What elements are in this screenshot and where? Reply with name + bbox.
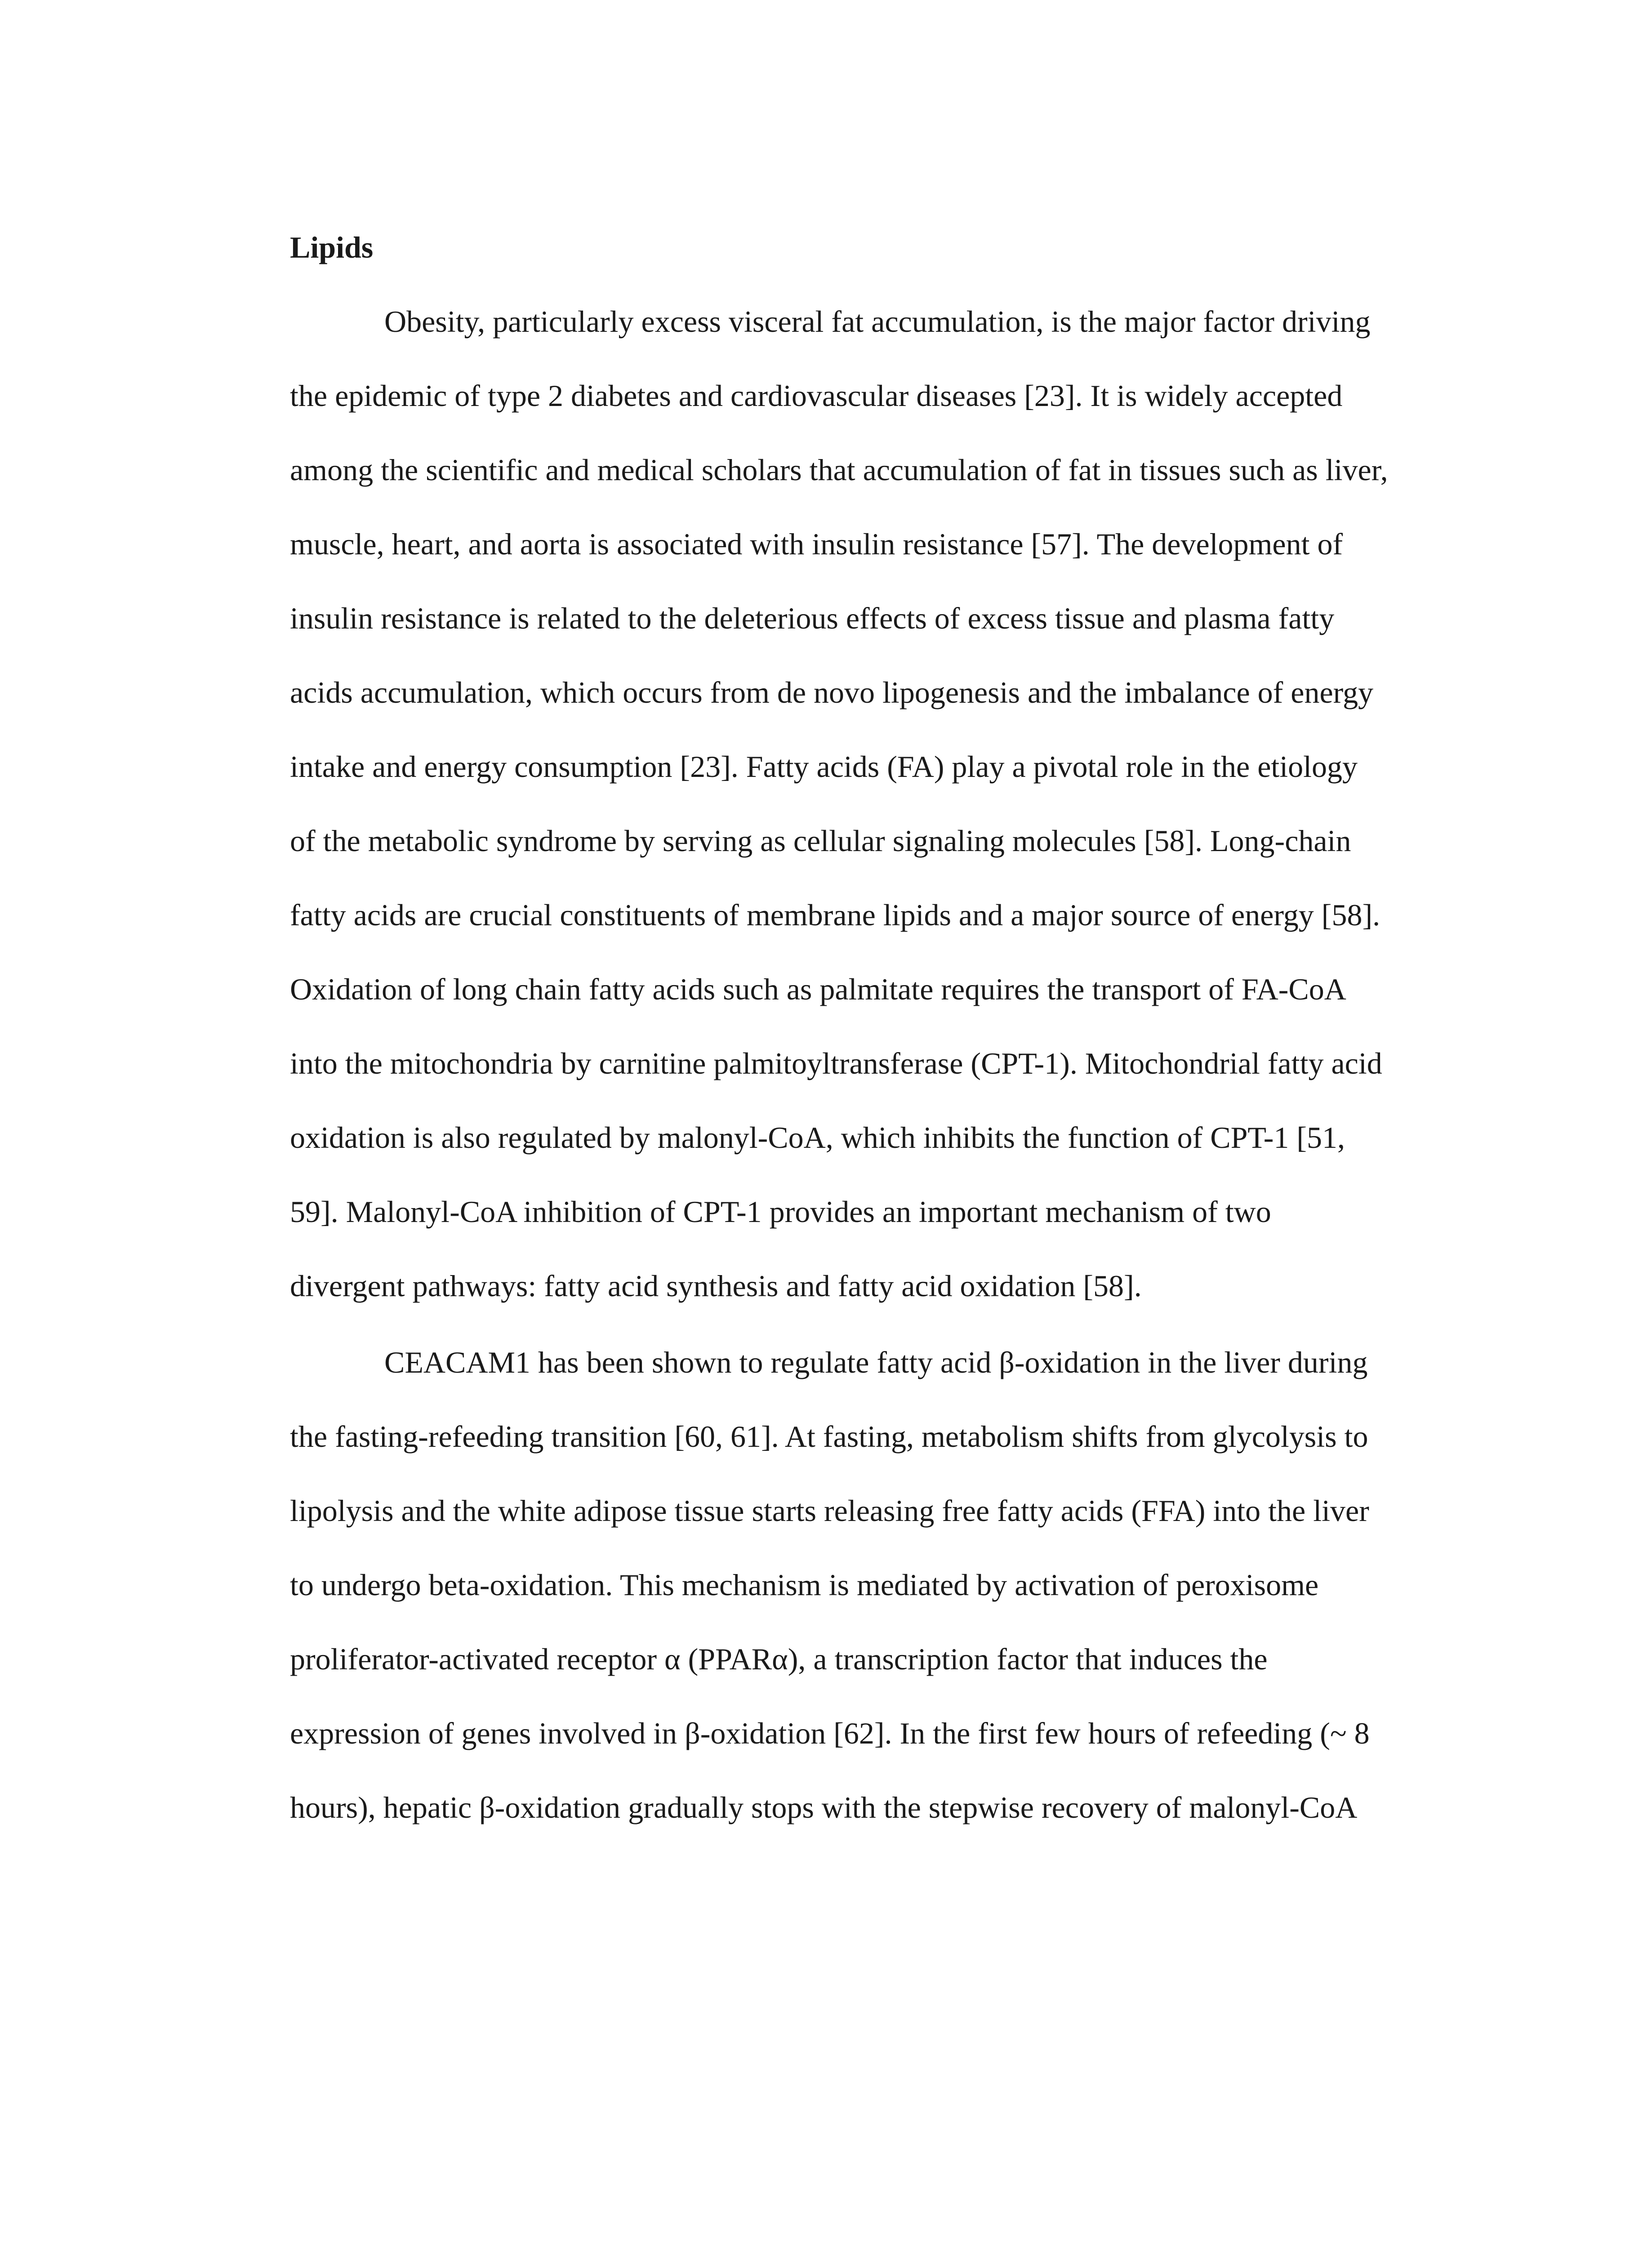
paragraph-line: the epidemic of type 2 diabetes and cardiovascular diseases [23]. It is widely accepted — [290, 379, 1343, 413]
paragraph-line: of the metabolic syndrome by serving as cellular signaling molecules [58]. Long-chain — [290, 824, 1351, 858]
paragraph-line: among the scientific and medical scholars that accumulation of fat in tissues such as liver, — [290, 453, 1388, 487]
paragraph-line: expression of genes involved in β-oxidation [62]. In the first few hours of refeeding (~ 8 — [290, 1716, 1370, 1750]
paragraph-line: muscle, heart, and aorta is associated with insulin resistance [57]. The development of — [290, 527, 1343, 561]
paragraph-line: Oxidation of long chain fatty acids such as palmitate requires the transport of FA-CoA — [290, 972, 1346, 1006]
section-heading: Lipids — [290, 230, 374, 264]
paragraph-line: proliferator-activated receptor α (PPARα), a transcription factor that induces the — [290, 1642, 1268, 1676]
paragraph-line: to undergo beta-oxidation. This mechanism is mediated by activation of peroxisome — [290, 1568, 1319, 1602]
paragraph-line: fatty acids are crucial constituents of membrane lipids and a major source of energy [58]. — [290, 898, 1380, 932]
paragraph-line: Obesity, particularly excess visceral fat accumulation, is the major factor driving — [384, 304, 1371, 339]
paragraph-line: oxidation is also regulated by malonyl-CoA, which inhibits the function of CPT-1 [51, — [290, 1120, 1345, 1155]
paragraph-line: into the mitochondria by carnitine palmitoyltransferase (CPT-1). Mitochondrial fatty acid — [290, 1046, 1382, 1080]
paragraph-line: 59]. Malonyl-CoA inhibition of CPT-1 provides an important mechanism of two — [290, 1195, 1271, 1229]
paragraph-line: lipolysis and the white adipose tissue starts releasing free fatty acids (FFA) into the liver — [290, 1494, 1369, 1528]
paragraph-line: the fasting-refeeding transition [60, 61]. At fasting, metabolism shifts from glycolysis to — [290, 1419, 1368, 1454]
paragraph-line: CEACAM1 has been shown to regulate fatty acid β-oxidation in the liver during — [384, 1345, 1368, 1379]
paragraph-line: divergent pathways: fatty acid synthesis and fatty acid oxidation [58]. — [290, 1269, 1142, 1303]
paragraph-line: insulin resistance is related to the deleterious effects of excess tissue and plasma fatty — [290, 601, 1335, 635]
paragraph-line: intake and energy consumption [23]. Fatty acids (FA) play a pivotal role in the etiology — [290, 749, 1358, 784]
paragraph-line: hours), hepatic β-oxidation gradually stops with the stepwise recovery of malonyl-CoA — [290, 1790, 1358, 1824]
paragraph-line: acids accumulation, which occurs from de novo lipogenesis and the imbalance of energy — [290, 675, 1374, 709]
